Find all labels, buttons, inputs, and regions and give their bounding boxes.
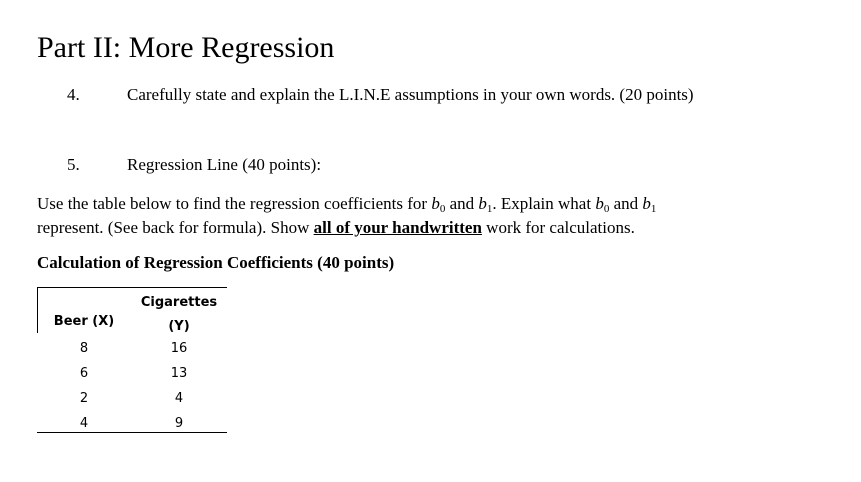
column-header-y-line2: (Y) — [168, 319, 190, 334]
instructions-and-1: and — [445, 194, 479, 213]
instructions-paragraph — [37, 192, 656, 240]
column-header-y — [131, 291, 227, 339]
question-4-number: 4. — [67, 85, 80, 104]
question-5-number: 5. — [67, 155, 80, 174]
table-row — [37, 361, 227, 386]
emphasis-handwritten: all of your handwritten — [313, 218, 482, 237]
b0-symbol: $b_0$ — [431, 194, 446, 215]
column-header-y-line1: Cigarettes — [140, 295, 218, 310]
cell-y: 4 — [174, 391, 184, 406]
instructions-line-1 — [37, 192, 656, 216]
instructions-line-2 — [37, 216, 656, 240]
instructions-text-3: represent. (See back for formula). Show — [37, 218, 314, 237]
table-row — [37, 336, 227, 361]
b0-symbol-2: $b_0$ — [595, 194, 610, 215]
cell-x: 4 — [79, 416, 89, 431]
table-body — [37, 336, 227, 436]
instructions-text-2: . Explain what — [492, 194, 596, 213]
instructions-text-1: Use the table below to find the regression coefficients for — [37, 194, 432, 213]
question-5-text: Regression Line (40 points): — [127, 155, 322, 174]
column-header-x: Beer (X) — [53, 314, 115, 329]
cell-y: 9 — [174, 416, 184, 431]
cell-y: 16 — [170, 341, 188, 356]
section-heading: Calculation of Regression Coefficients (40 points) — [37, 253, 395, 272]
b1-symbol: $b_1$ — [478, 194, 493, 215]
instructions-text-4: work for calculations. — [481, 218, 635, 237]
b1-symbol-2: $b_1$ — [642, 194, 657, 215]
instructions-and-2: and — [609, 194, 643, 213]
question-4-text: Carefully state and explain the L.I.N.E assumptions in your own words. (20 points) — [127, 85, 694, 104]
cell-x: 8 — [79, 341, 89, 356]
cell-x: 6 — [79, 366, 89, 381]
table-bottom-border — [37, 432, 227, 433]
cell-x: 2 — [79, 391, 89, 406]
table-top-border — [37, 287, 227, 288]
page-title: Part II: More Regression — [37, 31, 335, 64]
table-row — [37, 386, 227, 411]
cell-y: 13 — [170, 366, 188, 381]
